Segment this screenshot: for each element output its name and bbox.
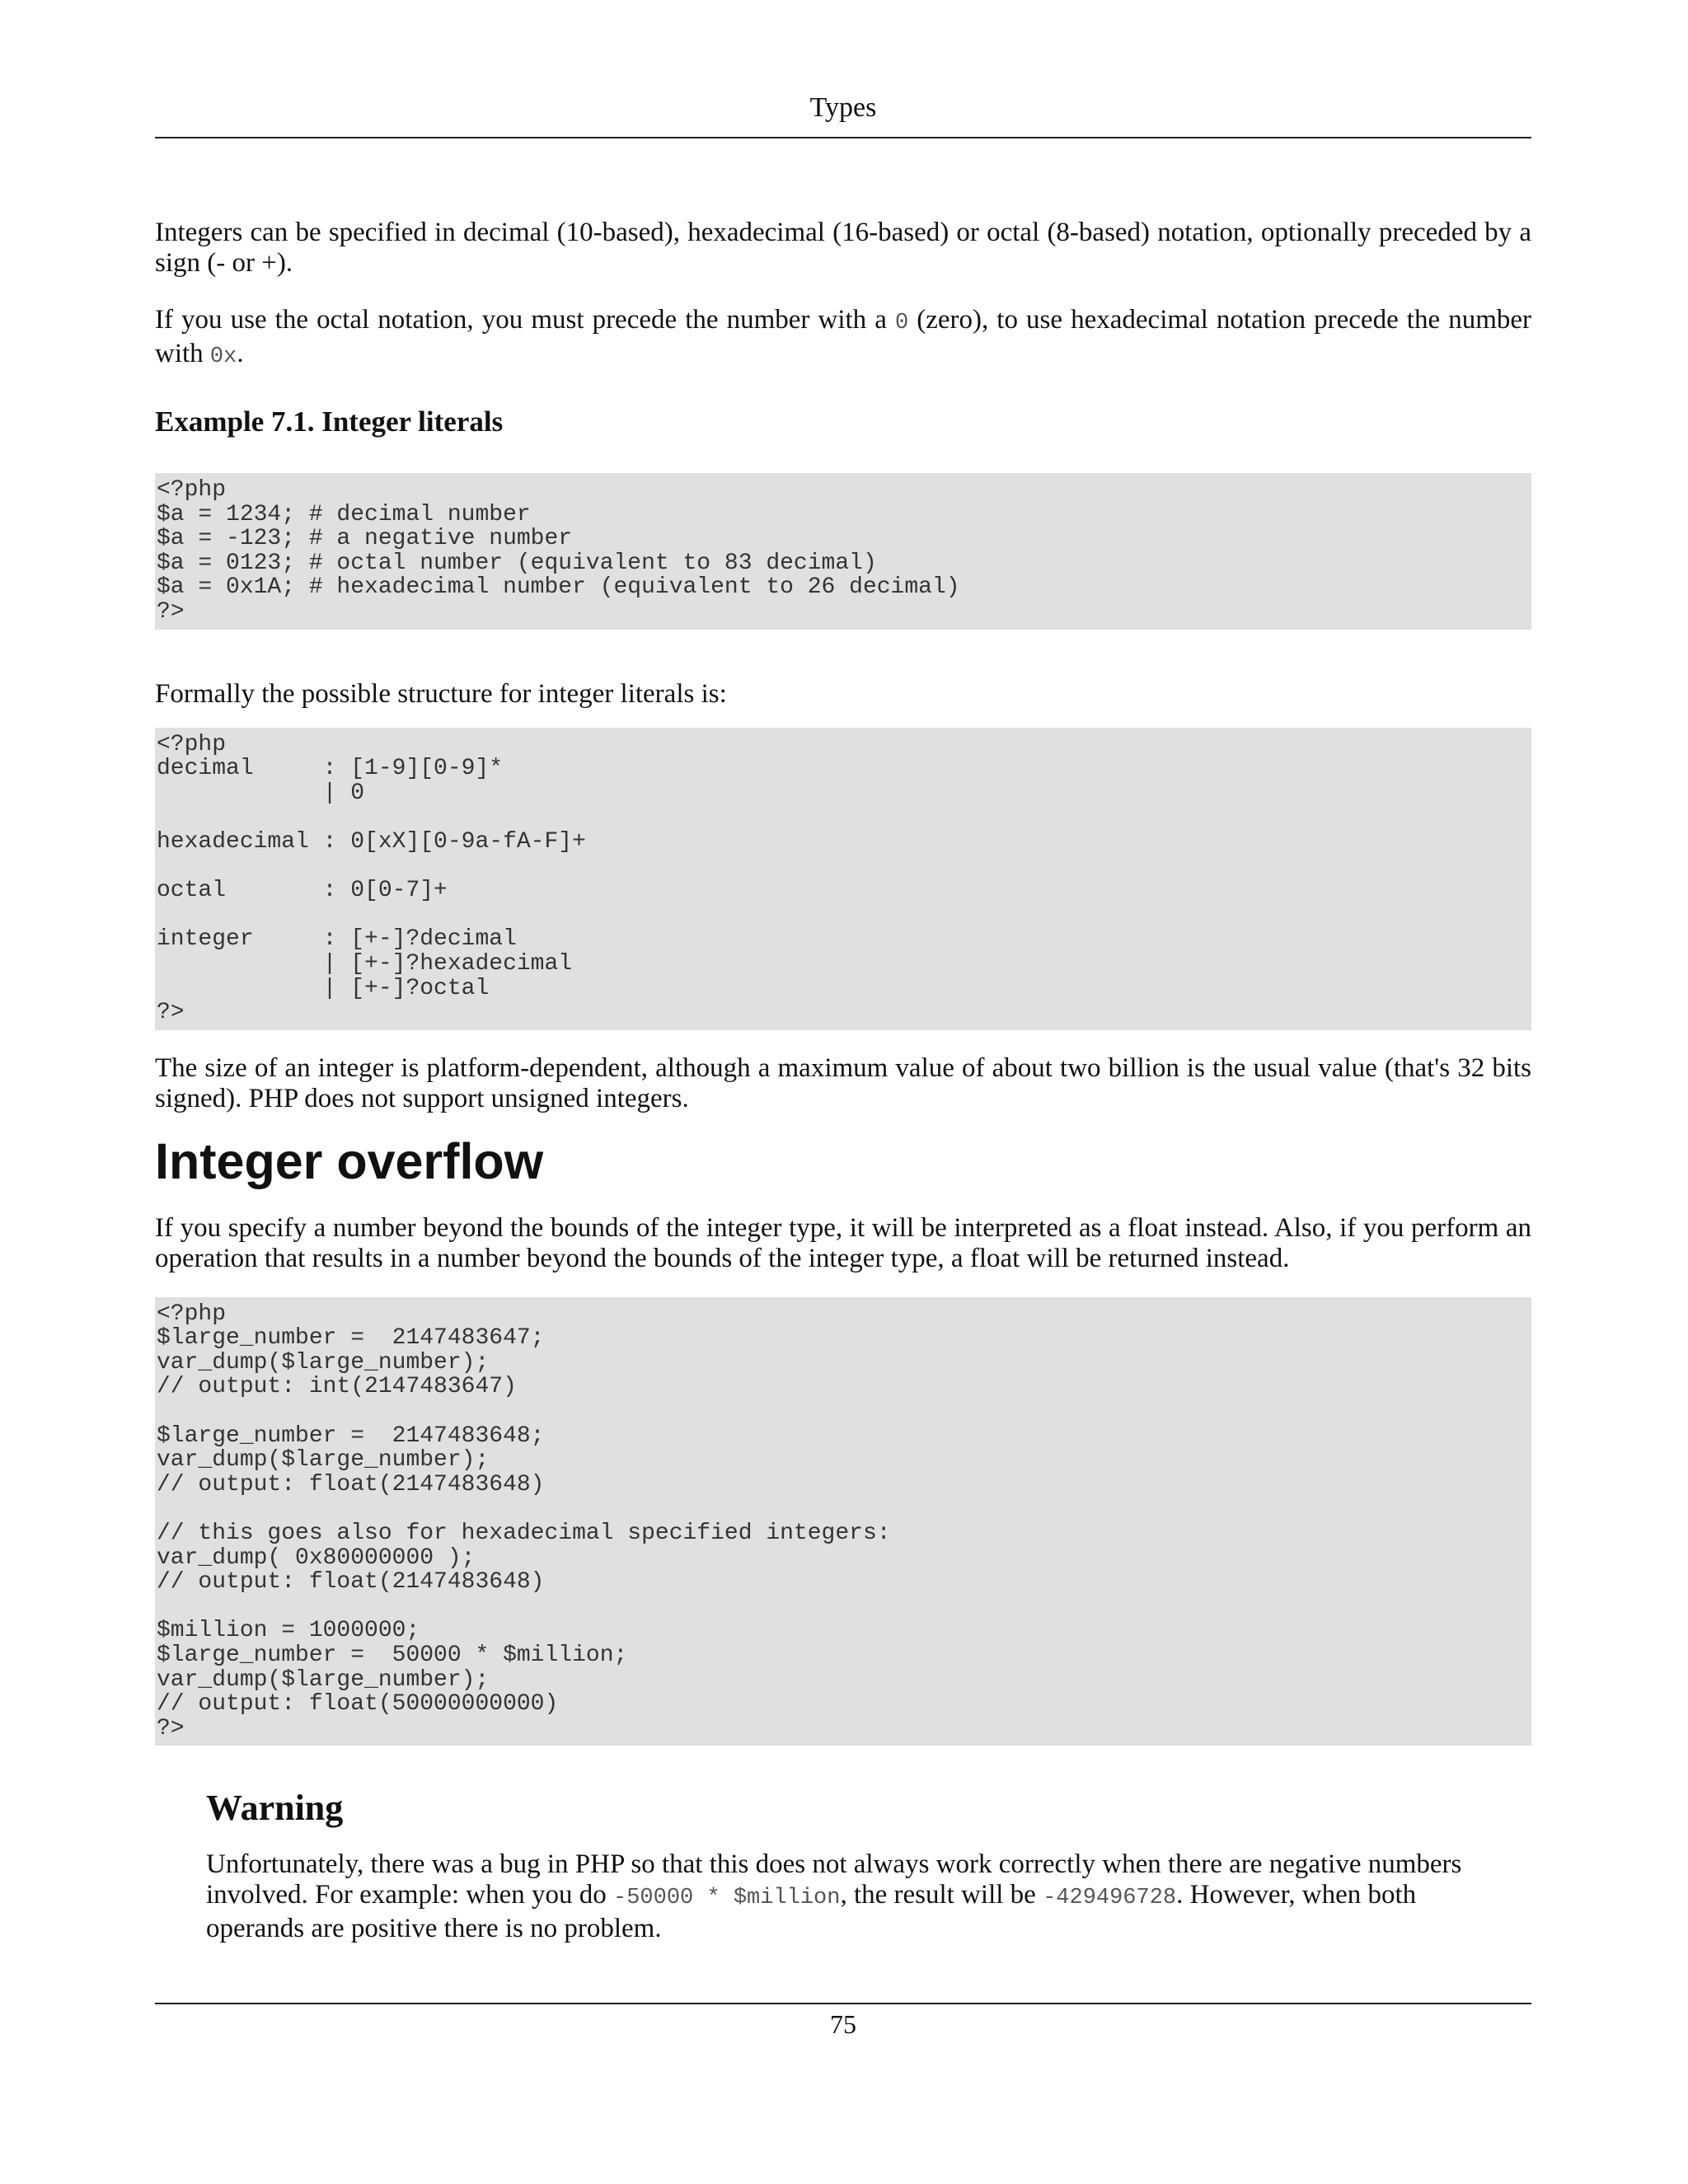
paragraph-integer-size: The size of an integer is platform-dependent, although a maximum value of about two billion is the usual value (that's 32 bits signed). PHP does not support unsigned integers.: [155, 1052, 1531, 1113]
header-rule: [155, 137, 1531, 138]
inline-code-0x: 0x: [209, 344, 237, 369]
code-block-overflow: <?php $large_number = 2147483647; var_dump($large_number); // output: int(2147483647) $large_number = 2147483648; var_dump($large_number); // output: float(2147483648) // this goes also for hexadecimal specified integers: var_dump( 0x80000000 ); // output: float(2147483648) $million = 1000000; $large_number = 50000 * $million; var_dump($large_number); // output: float(50000000000) ?>: [155, 1297, 1531, 1746]
text-run: , the result will be: [840, 1880, 1043, 1910]
section-title: Integer overflow: [155, 1132, 544, 1189]
inline-code-wrong-result: -429496728: [1043, 1886, 1177, 1911]
paragraph-integer-notation: Integers can be specified in decimal (10-based), hexadecimal (16-based) or octal (8-based) notation, optionally preceded by a sign (- or +).: [155, 218, 1531, 278]
inline-code-negative-multiplication: -50000 * $million: [613, 1886, 841, 1911]
page-content: [155, 218, 1531, 1961]
page-number: 75: [830, 2009, 856, 2039]
warning-title: Warning: [206, 1788, 344, 1829]
text-run: . However, when both operands are positive there is no problem.: [206, 1880, 1417, 1944]
code-block-grammar: <?php decimal : [1-9][0-9]* | 0 hexadecimal : 0[xX][0-9a-fA-F]+ octal : 0[0-7]+ integer : [+-]?decimal | [+-]?hexadecimal | [+-]?octal ?>: [155, 728, 1531, 1030]
example-title: Example 7.1. Integer literals: [155, 405, 504, 438]
text-run: (zero), to use hexadecimal notation precede the number with: [155, 305, 1531, 368]
text-run: Unfortunately, there was a bug in PHP so that this does not always work correctly when there are negative numbers involved. For example: when you do: [206, 1849, 1462, 1910]
running-header: Types: [809, 92, 877, 123]
warning-text: [206, 1849, 1482, 1944]
paragraph-overflow-description: If you specify a number beyond the bounds of the integer type, it will be interpreted as a float instead. Also, if you perform an operation that results in a number beyond the bounds of the integer type, a float will be returned instead.: [155, 1212, 1531, 1273]
paragraph-formal-structure: Formally the possible structure for integer literals is:: [155, 678, 727, 709]
code-block-integer-literals: <?php $a = 1234; # decimal number $a = -123; # a negative number $a = 0123; # octal number (equivalent to 83 decimal) $a = 0x1A; # hexadecimal number (equivalent to 26 decimal) ?>: [155, 473, 1531, 630]
paragraph-octal-hex-prefix: [155, 305, 1531, 373]
inline-code-zero: 0: [894, 311, 909, 335]
text-run: If you use the octal notation, you must precede the number with a: [155, 305, 895, 335]
warning-box: [206, 1787, 1482, 1944]
footer-rule: [155, 2003, 1531, 2004]
text-run: .: [237, 339, 244, 368]
